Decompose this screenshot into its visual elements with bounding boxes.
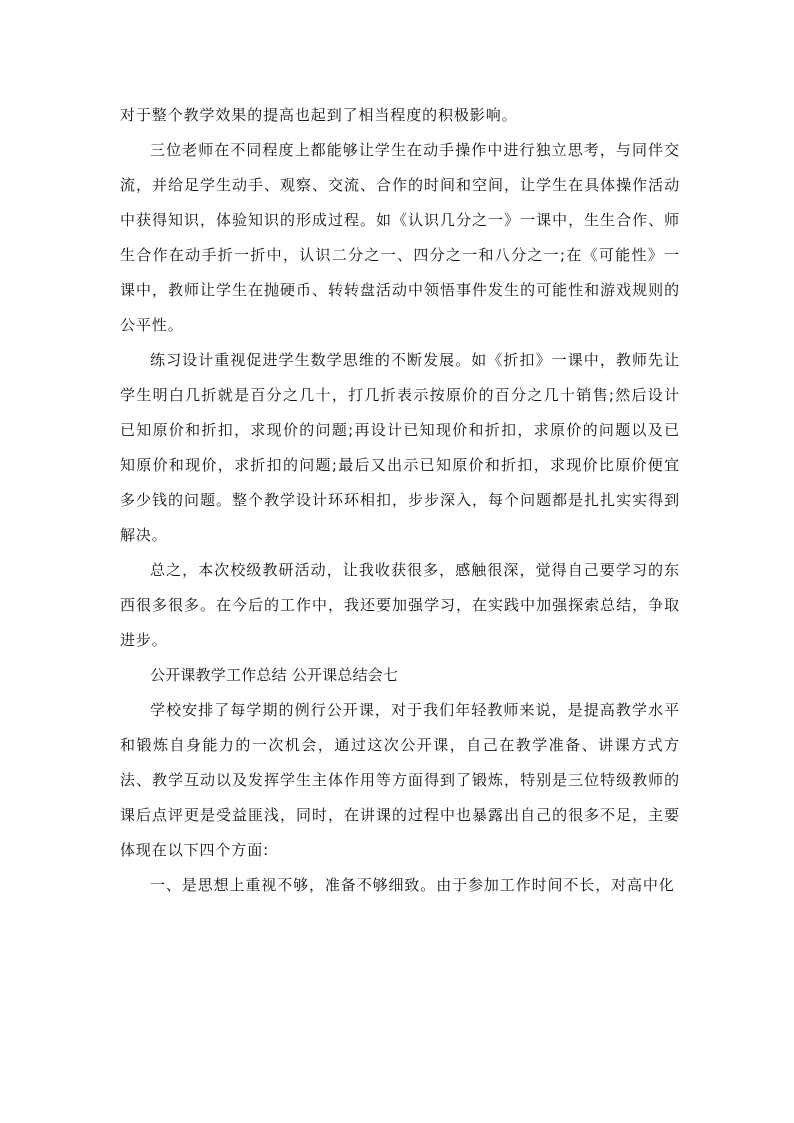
paragraph-exercise-design: 练习设计重视促进学生数学思维的不断发展。如《折扣》一课中，教师先让学生明白几折就是百分之几十，打几折表示按原价的百分之几十销售;然后设计已知原价和折扣，求现价的问题;再设计已知现价和折扣，求原价的问题以及已知原价和现价，求折扣的问题;最后又出示已知原价和折扣，求现价比原价便宜多少钱的问题。整个教学设计环环相扣，步步深入，每个问题都是扎扎实实得到解决。 xyxy=(120,351,680,544)
paragraph-continuation: 对于整个教学效果的提高也起到了相当程度的积极影响。 xyxy=(120,106,518,124)
paragraph-teacher-practice: 三位老师在不同程度上都能够让学生在动手操作中进行独立思考，与同伴交流，并给足学生动手、观察、交流、合作的时间和空间，让学生在具体操作活动中获得知识，体验知识的形成过程。如《认识几分之一》一课中，生生合作、师生合作在动手折一折中，认识二分之一、四分之一和八分之一;在《可能性》一课中，教师让学生在抛硬币、转转盘活动中领悟事件发生的可能性和游戏规则的公平性。 xyxy=(120,141,680,334)
document-body xyxy=(120,98,680,903)
section-heading: 公开课教学工作总结 公开课总结会七 xyxy=(150,666,399,684)
paragraph-point-one: 一、是思想上重视不够，准备不够细致。由于参加工作时间不长，对高中化 xyxy=(150,876,675,894)
paragraph-conclusion: 总之，本次校级教研活动，让我收获很多，感触很深，觉得自己要学习的东西很多很多。在今后的工作中，我还要加强学习，在实践中加强探索总结，争取进步。 xyxy=(120,561,680,649)
paragraph-open-class-intro: 学校安排了每学期的例行公开课，对于我们年轻教师来说，是提高教学水平和锻炼自身能力的一次机会，通过这次公开课，自己在教学准备、讲课方式方法、教学互动以及发挥学生主体作用等方面得到了锻炼，特别是三位特级教师的课后点评更是受益匪浅，同时，在讲课的过程中也暴露出自己的很多不足，主要体现在以下四个方面: xyxy=(120,701,680,859)
